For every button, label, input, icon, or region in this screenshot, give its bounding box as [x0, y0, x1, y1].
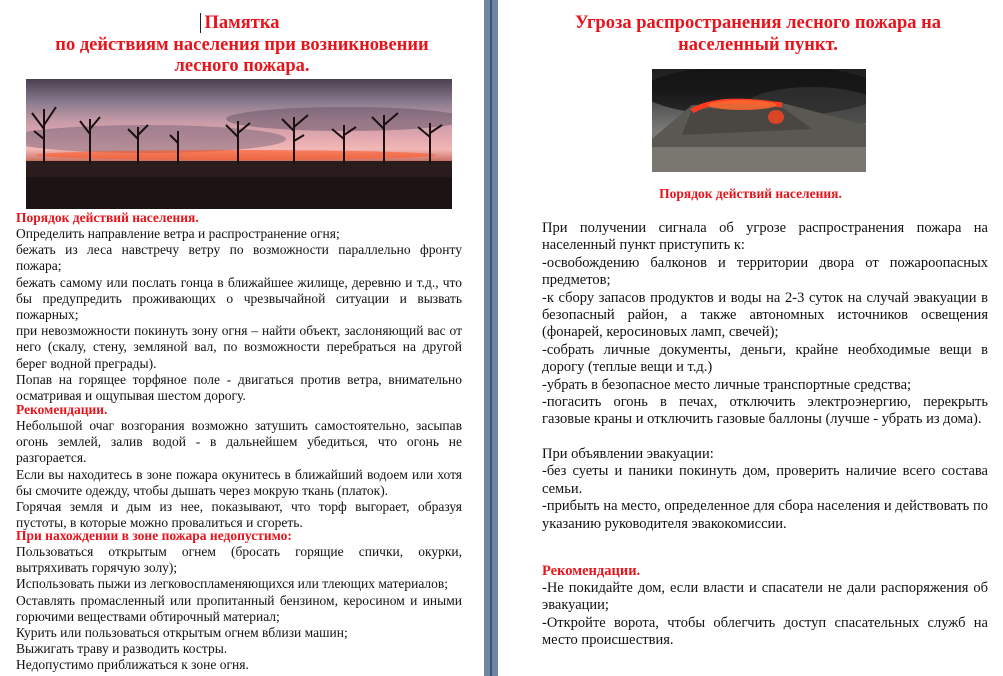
left-action-2: бежать из леса навстречу ветру по возможности параллельно фронту пожара; [16, 242, 462, 274]
left-prohibited-4: Курить или пользоваться открытым огнем вблизи машин; [16, 625, 348, 641]
right-evacuation-1: -без суеты и паники покинуть дом, проверить наличие всего состава семьи. [542, 463, 988, 497]
right-evacuation-intro: При объявлении эвакуации: [542, 445, 714, 462]
text-cursor [200, 13, 201, 33]
burning-house-photo [652, 69, 866, 172]
right-title-line-1: Угроза распространения лесного пожара на [574, 13, 942, 33]
forest-sunset-photo [26, 79, 452, 209]
left-prohibited-1: Пользоваться открытым огнем (бросать горящие спички, окурки, вытряхивать горячую золу); [16, 544, 462, 576]
right-section-actions: Порядок действий населения. [659, 186, 842, 201]
right-action-2: -к сбору запасов продуктов и воды на 2-3 суток на случай эвакуации в безопасный район, а также автономных источников освещения (фонарей, керосиновых ламп, свечей); [542, 289, 988, 341]
left-recommendations-text [16, 418, 462, 531]
left-section-recommendations: Рекомендации. [16, 402, 108, 417]
left-prohibited-6: Недопустимо приближаться к зоне огня. [16, 657, 249, 673]
right-action-1: -освобождению балконов и территории двора от пожароопасных предметов; [542, 254, 988, 289]
left-prohibited-text [16, 544, 462, 674]
right-action-intro: При получении сигнала об угрозе распространения пожара на населенный пункт приступить к: [542, 220, 988, 254]
left-action-1: Определить направление ветра и распространение огня; [16, 226, 340, 241]
left-title-line-2: по действиям населения при возникновении [55, 34, 429, 55]
left-title [10, 13, 474, 78]
left-title-line-1: Памятка [204, 13, 280, 33]
left-action-5: Попав на горящее торфяное поле - двигаться против ветра, внимательно осматривая и ощупывая шестом дорогу. [16, 371, 462, 404]
left-actions-text [16, 226, 462, 404]
left-rec-3: Горячая земля и дым из нее, показывают, что торф выгорает, образуя пустоты, в которые можно провалиться и сгореть. [16, 499, 462, 531]
right-section-recommendations: Рекомендации. [542, 563, 641, 579]
left-title-line-3: лесного пожара. [174, 56, 310, 76]
right-title [528, 13, 988, 56]
left-prohibited-3: Оставлять промасленный или пропитанный бензином, керосином и иными горючими веществами обтирочный материал; [16, 592, 462, 624]
left-page [0, 0, 484, 676]
right-recommendations-text [542, 580, 988, 650]
left-section-actions: Порядок действий населения. [16, 210, 199, 225]
right-actions-text [542, 220, 988, 533]
left-section-prohibited: При нахождении в зоне пожара недопустимо: [16, 528, 292, 543]
left-rec-1: Небольшой очаг возгорания возможно затушить самостоятельно, засыпав огонь землей, залив водой - в дальнейшем убедиться, что огонь не разгорается. [16, 418, 462, 466]
right-rec-1: -Не покидайте дом, если власти и спасатели не дали распоряжения об эвакуации; [542, 580, 988, 614]
right-evacuation-2: -прибыть на место, определенное для сбора населения и действовать по указанию руководителя эвакокомиссии. [542, 498, 988, 532]
left-prohibited-2: Использовать пыжи из легковоспламеняющихся или тлеющих материалов; [16, 576, 449, 592]
right-action-5: -погасить огонь в печах, отключить электроэнергию, перекрыть газовые краны и отключить газовые баллоны (лучше - убрать из дома). [542, 394, 988, 428]
left-action-3: бежать самому или послать гонца в ближайшее жилище, деревню и т.д., что бы предупредить проживающих о чрезвычайной ситуации и вызвать пожарных; [16, 274, 462, 323]
right-action-3: -собрать личные документы, деньги, крайне необходимые вещи в дорогу (теплые вещи и т.д.) [542, 341, 988, 376]
right-title-line-2: населенный пункт. [678, 34, 838, 55]
page-gutter-line [490, 0, 492, 676]
spacer [542, 429, 988, 446]
left-action-4: при невозможности покинуть зону огня – найти объект, заслоняющий вас от него (скалу, стену, земляной вал, по возможности перебраться на другой берег водной преграды). [16, 323, 462, 371]
left-rec-2: Если вы находитесь в зоне пожара окунитесь в ближайший водоем или хотя бы смочите одежду, чтобы дышать через мокрую ткань (платок). [16, 466, 462, 498]
left-prohibited-5: Выжигать траву и разводить костры. [16, 641, 228, 657]
right-rec-2: -Откройте ворота, чтобы облегчить доступ спасательных служб на место происшествия. [542, 614, 988, 649]
right-action-4: -убрать в безопасное место личные транспортные средства; [542, 376, 912, 393]
